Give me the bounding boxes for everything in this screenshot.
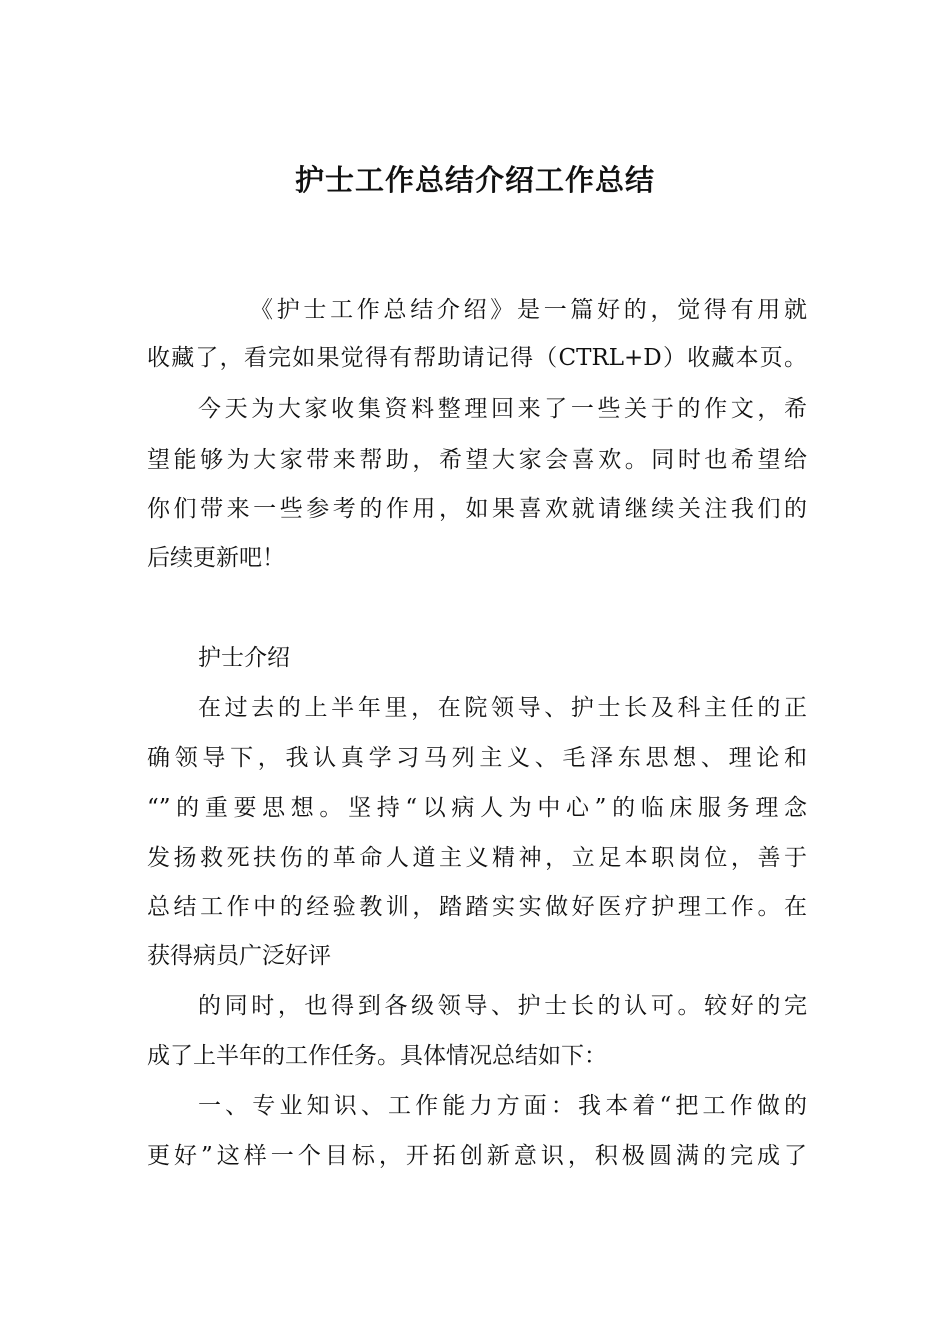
section-one-line-1: 一、专业知识、工作能力方面：我本着“把工作做的 [198,1093,807,1119]
body-line-5: 总结工作中的经验教训，踏踏实实做好医疗护理工作。在 [147,894,807,920]
intro-line-1: 《护士工作总结介绍》是一篇好的，觉得有用就 [250,297,807,323]
body-line-3: “”的重要思想。坚持“以病人为中心”的临床服务理念 [147,795,807,821]
intro-paragraph-2-line-3: 你们带来一些参考的作用，如果喜欢就请继续关注我们的 [147,496,807,522]
intro-paragraph-2-line-4: 后续更新吧！ [147,545,285,571]
body-line-8: 成了上半年的工作任务。具体情况总结如下： [147,1043,607,1069]
body-line-2: 确领导下，我认真学习马列主义、毛泽东思想、理论和 [147,745,807,771]
body-line-6: 获得病员广泛好评 [147,943,331,969]
body-line-7: 的同时，也得到各级领导、护士长的认可。较好的完 [198,993,807,1019]
intro-paragraph-2-line-1: 今天为大家收集资料整理回来了一些关于的作文，希 [198,396,807,422]
section-one-line-2: 更好”这样一个目标，开拓创新意识，积极圆满的完成了 [147,1143,807,1169]
section-heading: 护士介绍 [198,645,290,671]
body-line-1: 在过去的上半年里，在院领导、护士长及科主任的正 [198,695,807,721]
intro-line-2: 收藏了，看完如果觉得有帮助请记得（CTRL+D）收藏本页。 [147,345,807,371]
body-line-4: 发扬救死扶伤的革命人道主义精神，立足本职岗位，善于 [147,845,807,871]
document-title: 护士工作总结介绍工作总结 [294,163,655,197]
intro-paragraph-2-line-2: 望能够为大家带来帮助，希望大家会喜欢。同时也希望给 [147,447,807,473]
